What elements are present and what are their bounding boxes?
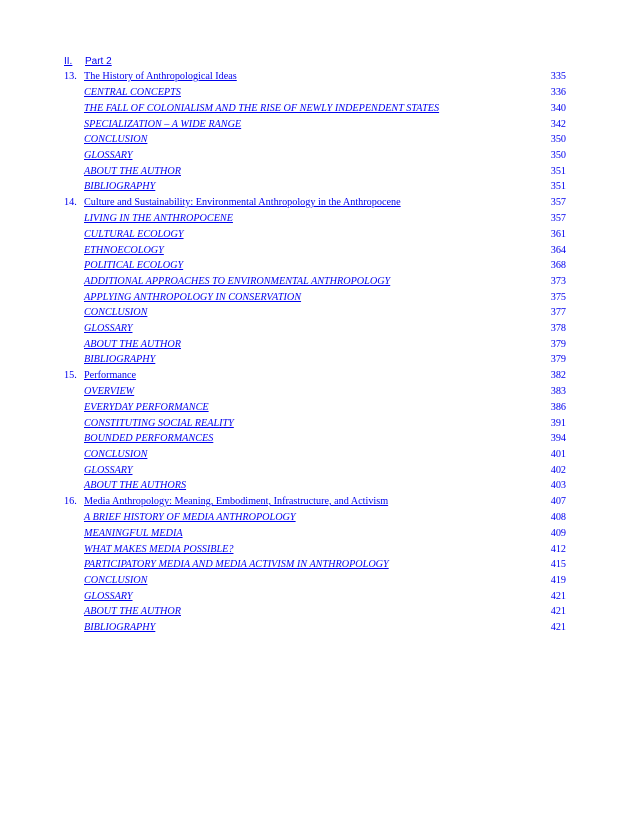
section-entry[interactable] — [64, 447, 566, 463]
section-title-link[interactable]: CONCLUSION — [84, 449, 148, 460]
section-page-number: 421 — [550, 606, 566, 618]
section-entry[interactable] — [64, 431, 566, 447]
section-entry[interactable] — [64, 243, 566, 259]
section-page-number: 386 — [550, 401, 566, 413]
section-title-link[interactable]: BIBLIOGRAPHY — [84, 181, 156, 193]
section-entry[interactable] — [64, 557, 566, 573]
section-title-link[interactable]: BOUNDED PERFORMANCES — [84, 433, 214, 445]
section-page-number: 375 — [550, 291, 566, 303]
section-title-link[interactable]: MEANINGFUL MEDIA — [84, 527, 183, 539]
chapter-entry[interactable] — [64, 69, 566, 85]
section-page-number: 340 — [550, 102, 566, 114]
chapter-entry[interactable] — [64, 195, 566, 211]
section-page-number: 421 — [550, 622, 566, 634]
section-entry[interactable] — [64, 526, 566, 542]
section-title-link[interactable]: BIBLIOGRAPHY — [84, 622, 156, 634]
section-entry[interactable] — [64, 337, 566, 353]
section-entry[interactable] — [64, 416, 566, 432]
section-title-link[interactable]: ABOUT THE AUTHOR — [84, 165, 181, 177]
section-entry[interactable] — [64, 321, 566, 337]
section-title-link[interactable]: SPECIALIZATION – A WIDE RANGE — [84, 118, 242, 130]
section-entry[interactable] — [64, 589, 566, 605]
section-page-number: 391 — [550, 417, 566, 429]
section-entry[interactable] — [64, 148, 566, 164]
section-page-number: 409 — [550, 527, 566, 539]
section-title-link[interactable]: LIVING IN THE ANTHROPOCENE — [84, 213, 233, 225]
section-title-link[interactable]: GLOSSARY — [84, 323, 133, 334]
section-title-link[interactable]: PARTICIPATORY MEDIA AND MEDIA ACTIVISM IN ANTHROPOLOGY — [84, 559, 389, 571]
section-title-link[interactable]: CONCLUSION — [84, 307, 148, 319]
section-entry[interactable] — [64, 352, 566, 368]
section-title-link[interactable]: A BRIEF HISTORY OF MEDIA ANTHROPOLOGY — [84, 512, 296, 524]
section-page-number: 379 — [550, 354, 566, 366]
section-page-number: 336 — [550, 87, 566, 99]
section-page-number: 408 — [550, 512, 566, 524]
section-entry[interactable] — [64, 463, 566, 479]
section-entry[interactable] — [64, 290, 566, 306]
section-entry[interactable] — [64, 164, 566, 180]
chapter-page-number: 357 — [550, 197, 566, 208]
section-title-link[interactable]: CENTRAL CONCEPTS — [84, 87, 181, 99]
section-title-link[interactable]: OVERVIEW — [84, 386, 135, 398]
section-page-number: 383 — [550, 386, 566, 398]
section-title-link[interactable]: EVERYDAY PERFORMANCE — [84, 401, 209, 413]
section-entry[interactable] — [64, 305, 566, 321]
section-title-link[interactable]: GLOSSARY — [84, 464, 133, 476]
chapter-page-number: 407 — [550, 496, 566, 508]
chapter-entry[interactable] — [64, 494, 566, 510]
section-title-link[interactable]: ABOUT THE AUTHORS — [84, 480, 187, 492]
section-entry[interactable] — [64, 604, 566, 620]
chapter-number: 16. — [64, 496, 77, 508]
section-entry[interactable] — [64, 132, 566, 148]
chapter-title-link[interactable]: Media Anthropology: Meaning, Embodiment, Infrastructure, and Activism — [84, 496, 389, 508]
section-entry[interactable] — [64, 274, 566, 290]
section-entry[interactable] — [64, 85, 566, 101]
section-page-number: 364 — [550, 244, 566, 256]
section-page-number: 402 — [550, 464, 566, 476]
section-title-link[interactable]: GLOSSARY — [84, 149, 133, 161]
section-entry[interactable] — [64, 478, 566, 494]
chapter-title-link[interactable]: Performance — [84, 370, 137, 382]
part-number: II. — [64, 56, 73, 67]
chapter-number: 14. — [64, 197, 77, 208]
section-page-number: 415 — [550, 559, 566, 571]
section-entry[interactable] — [64, 117, 566, 133]
section-entry[interactable] — [64, 101, 566, 117]
section-title-link[interactable]: ABOUT THE AUTHOR — [84, 606, 181, 618]
section-page-number: 351 — [550, 165, 566, 177]
section-page-number: 377 — [550, 307, 566, 319]
section-page-number: 342 — [550, 118, 566, 130]
section-title-link[interactable]: GLOSSARY — [84, 590, 133, 602]
section-title-link[interactable]: ABOUT THE AUTHOR — [84, 338, 181, 350]
section-entry[interactable] — [64, 384, 566, 400]
section-entry[interactable] — [64, 542, 566, 558]
section-page-number: 403 — [550, 480, 566, 492]
chapter-number: 13. — [64, 71, 77, 82]
section-entry[interactable] — [64, 573, 566, 589]
section-title-link[interactable]: ETHNOECOLOGY — [84, 244, 164, 256]
section-title-link[interactable]: APPLYING ANTHROPOLOGY IN CONSERVATION — [84, 291, 302, 303]
section-title-link[interactable]: WHAT MAKES MEDIA POSSIBLE? — [84, 543, 234, 555]
section-page-number: 421 — [550, 590, 566, 602]
chapter-page-number: 382 — [550, 370, 566, 382]
chapter-page-number: 335 — [550, 71, 566, 82]
chapter-number: 15. — [64, 370, 77, 382]
section-entry[interactable] — [64, 227, 566, 243]
section-title-link[interactable]: CONCLUSION — [84, 134, 148, 146]
section-page-number: 361 — [550, 228, 566, 240]
chapter-list — [64, 69, 566, 636]
section-title-link[interactable]: ADDITIONAL APPROACHES TO ENVIRONMENTAL ANTHROPOLOGY — [84, 275, 391, 287]
section-page-number: 351 — [550, 181, 566, 193]
section-entry[interactable] — [64, 179, 566, 195]
section-title-link[interactable]: CONCLUSION — [84, 575, 148, 586]
section-entry[interactable] — [64, 211, 566, 227]
section-page-number: 350 — [550, 149, 566, 161]
part-link[interactable] — [64, 55, 566, 69]
section-page-number: 401 — [550, 449, 566, 460]
section-entry[interactable] — [64, 258, 566, 274]
section-page-number: 412 — [550, 543, 566, 555]
section-entry[interactable] — [64, 400, 566, 416]
section-page-number: 373 — [550, 275, 566, 287]
chapter-entry[interactable] — [64, 368, 566, 384]
section-page-number: 394 — [550, 433, 566, 445]
chapter-title-link[interactable]: The History of Anthropological Ideas — [84, 71, 237, 82]
section-title-link[interactable]: CONSTITUTING SOCIAL REALITY — [84, 417, 234, 429]
table-of-contents — [64, 55, 566, 636]
section-title-link[interactable]: BIBLIOGRAPHY — [84, 354, 156, 366]
chapter-title-link[interactable]: Culture and Sustainability: Environmental Anthropology in the Anthropocene — [84, 197, 401, 208]
section-title-link[interactable]: THE FALL OF COLONIALISM AND THE RISE OF NEWLY INDEPENDENT STATES — [84, 102, 440, 114]
section-page-number: 378 — [550, 323, 566, 334]
section-title-link[interactable]: CULTURAL ECOLOGY — [84, 228, 184, 240]
section-entry[interactable] — [64, 620, 566, 636]
section-entry[interactable] — [64, 510, 566, 526]
section-page-number: 357 — [550, 213, 566, 225]
section-page-number: 379 — [550, 338, 566, 350]
section-page-number: 419 — [550, 575, 566, 586]
part-title: Part 2 — [85, 56, 112, 67]
section-page-number: 350 — [550, 134, 566, 146]
section-title-link[interactable]: POLITICAL ECOLOGY — [84, 260, 184, 272]
section-page-number: 368 — [550, 260, 566, 272]
